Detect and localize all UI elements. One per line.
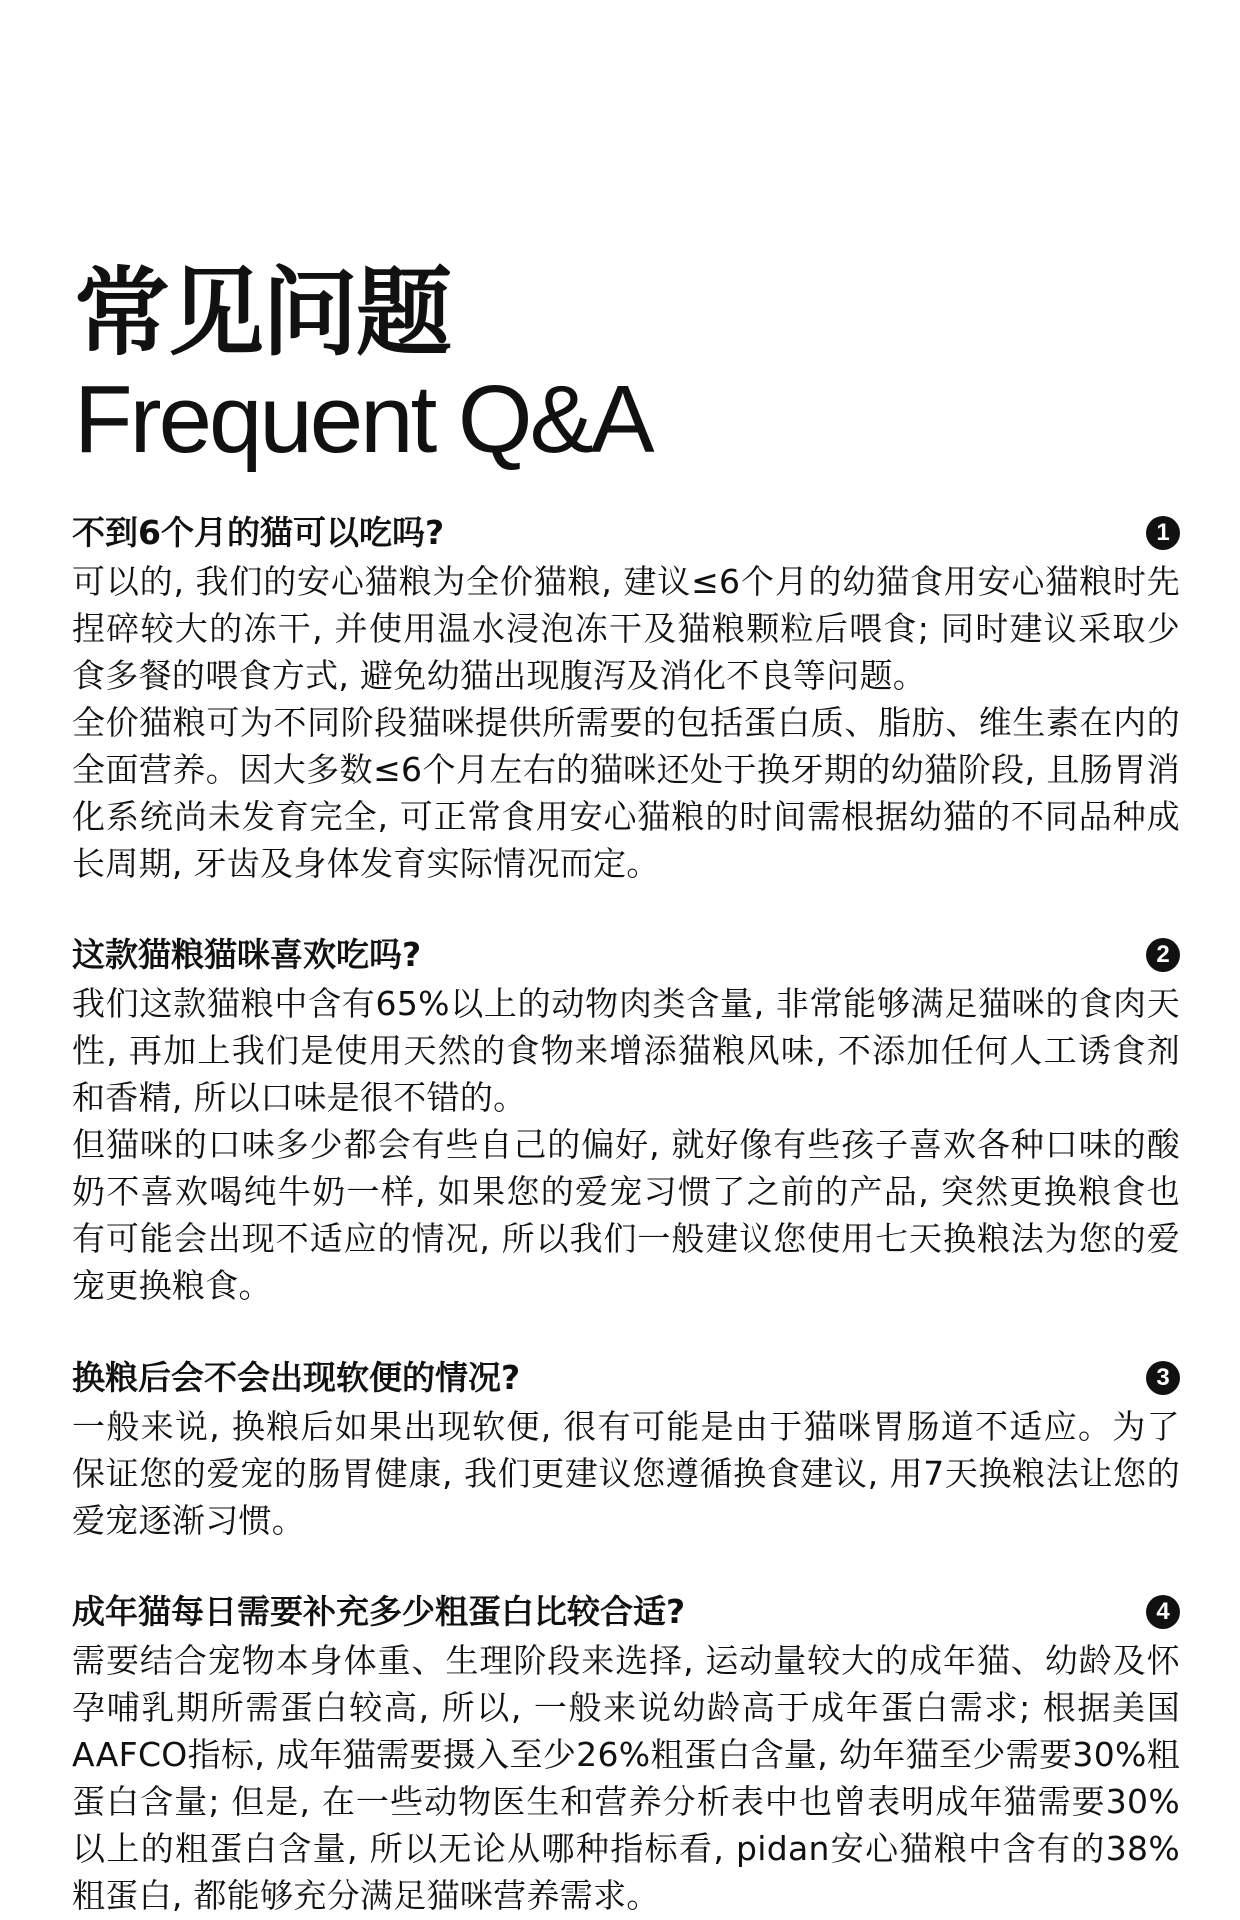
- faq-answer-paragraph: 需要结合宠物本身体重、生理阶段来选择, 运动量较大的成年猫、幼龄及怀孕哺乳期所需蛋白较高, 所以, 一般来说幼龄高于成年蛋白需求; 根据美国AAFCO指标, 成年猫需要摄入至少26%粗蛋白含量, 幼年猫至少需要30%粗蛋白含量; 但是, 在一些动物医生和营养分析表中也曾表明成年猫需要30%以上的粗蛋白含量, 所以无论从哪种指标看, pidan安心猫粮中含有的38%粗蛋白, 都能够充分满足猫咪营养需求。: [72, 1641, 1180, 1915]
- faq-item-header: [72, 930, 1180, 980]
- faq-answer-paragraph: 全价猫粮可为不同阶段猫咪提供所需要的包括蛋白质、脂肪、维生素在内的全面营养。因大多数≤6个月左右的猫咪还处于换牙期的幼猫阶段, 且肠胃消化系统尚未发育完全, 可正常食用安心猫粮的时间需根据幼猫的不同品种成长周期, 牙齿及身体发育实际情况而定。: [72, 703, 1180, 883]
- faq-question: 不到6个月的猫可以吃吗?: [72, 513, 445, 552]
- faq-answer-paragraph: 一般来说, 换粮后如果出现软便, 很有可能是由于猫咪胃肠道不适应。为了保证您的爱宠的肠胃健康, 我们更建议您遵循换食建议, 用7天换粮法让您的爱宠逐渐习惯。: [72, 1407, 1180, 1540]
- faq-item-header: [72, 1353, 1180, 1403]
- faq-number-badge: 1: [1146, 516, 1180, 550]
- faq-answer-paragraph: 但猫咪的口味多少都会有些自己的偏好, 就好像有些孩子喜欢各种口味的酸奶不喜欢喝纯牛奶一样, 如果您的爱宠习惯了之前的产品, 突然更换粮食也有可能会出现不适应的情况, 所以我们一般建议您使用七天换粮法为您的爱宠更换粮食。: [72, 1125, 1180, 1305]
- faq-item-4: [72, 1587, 1180, 1919]
- faq-question: 成年猫每日需要补充多少粗蛋白比较合适?: [72, 1592, 686, 1631]
- page-title-cn: 常见问题: [74, 257, 450, 369]
- faq-item-header: [72, 508, 1180, 558]
- page-title-en: Frequent Q&A: [74, 366, 652, 473]
- faq-number-badge: 4: [1146, 1595, 1180, 1629]
- faq-question: 换粮后会不会出现软便的情况?: [72, 1358, 521, 1397]
- faq-number-badge: 2: [1146, 938, 1180, 972]
- faq-answer-paragraph: 我们这款猫粮中含有65%以上的动物肉类含量, 非常能够满足猫咪的食肉天性, 再加上我们是使用天然的食物来增添猫粮风味, 不添加任何人工诱食剂和香精, 所以口味是很不错的。: [72, 984, 1180, 1117]
- faq-item-2: [72, 930, 1180, 1309]
- faq-item-3: [72, 1353, 1180, 1544]
- faq-item-1: [72, 508, 1180, 887]
- faq-number-badge: 3: [1146, 1361, 1180, 1395]
- page-heading: [74, 258, 1174, 472]
- faq-item-header: [72, 1587, 1180, 1637]
- faq-answer-paragraph: 可以的, 我们的安心猫粮为全价猫粮, 建议≤6个月的幼猫食用安心猫粮时先捏碎较大的冻干, 并使用温水浸泡冻干及猫粮颗粒后喂食; 同时建议采取少食多餐的喂食方式, 避免幼猫出现腹泻及消化不良等问题。: [72, 562, 1180, 695]
- faq-question: 这款猫粮猫咪喜欢吃吗?: [72, 935, 422, 974]
